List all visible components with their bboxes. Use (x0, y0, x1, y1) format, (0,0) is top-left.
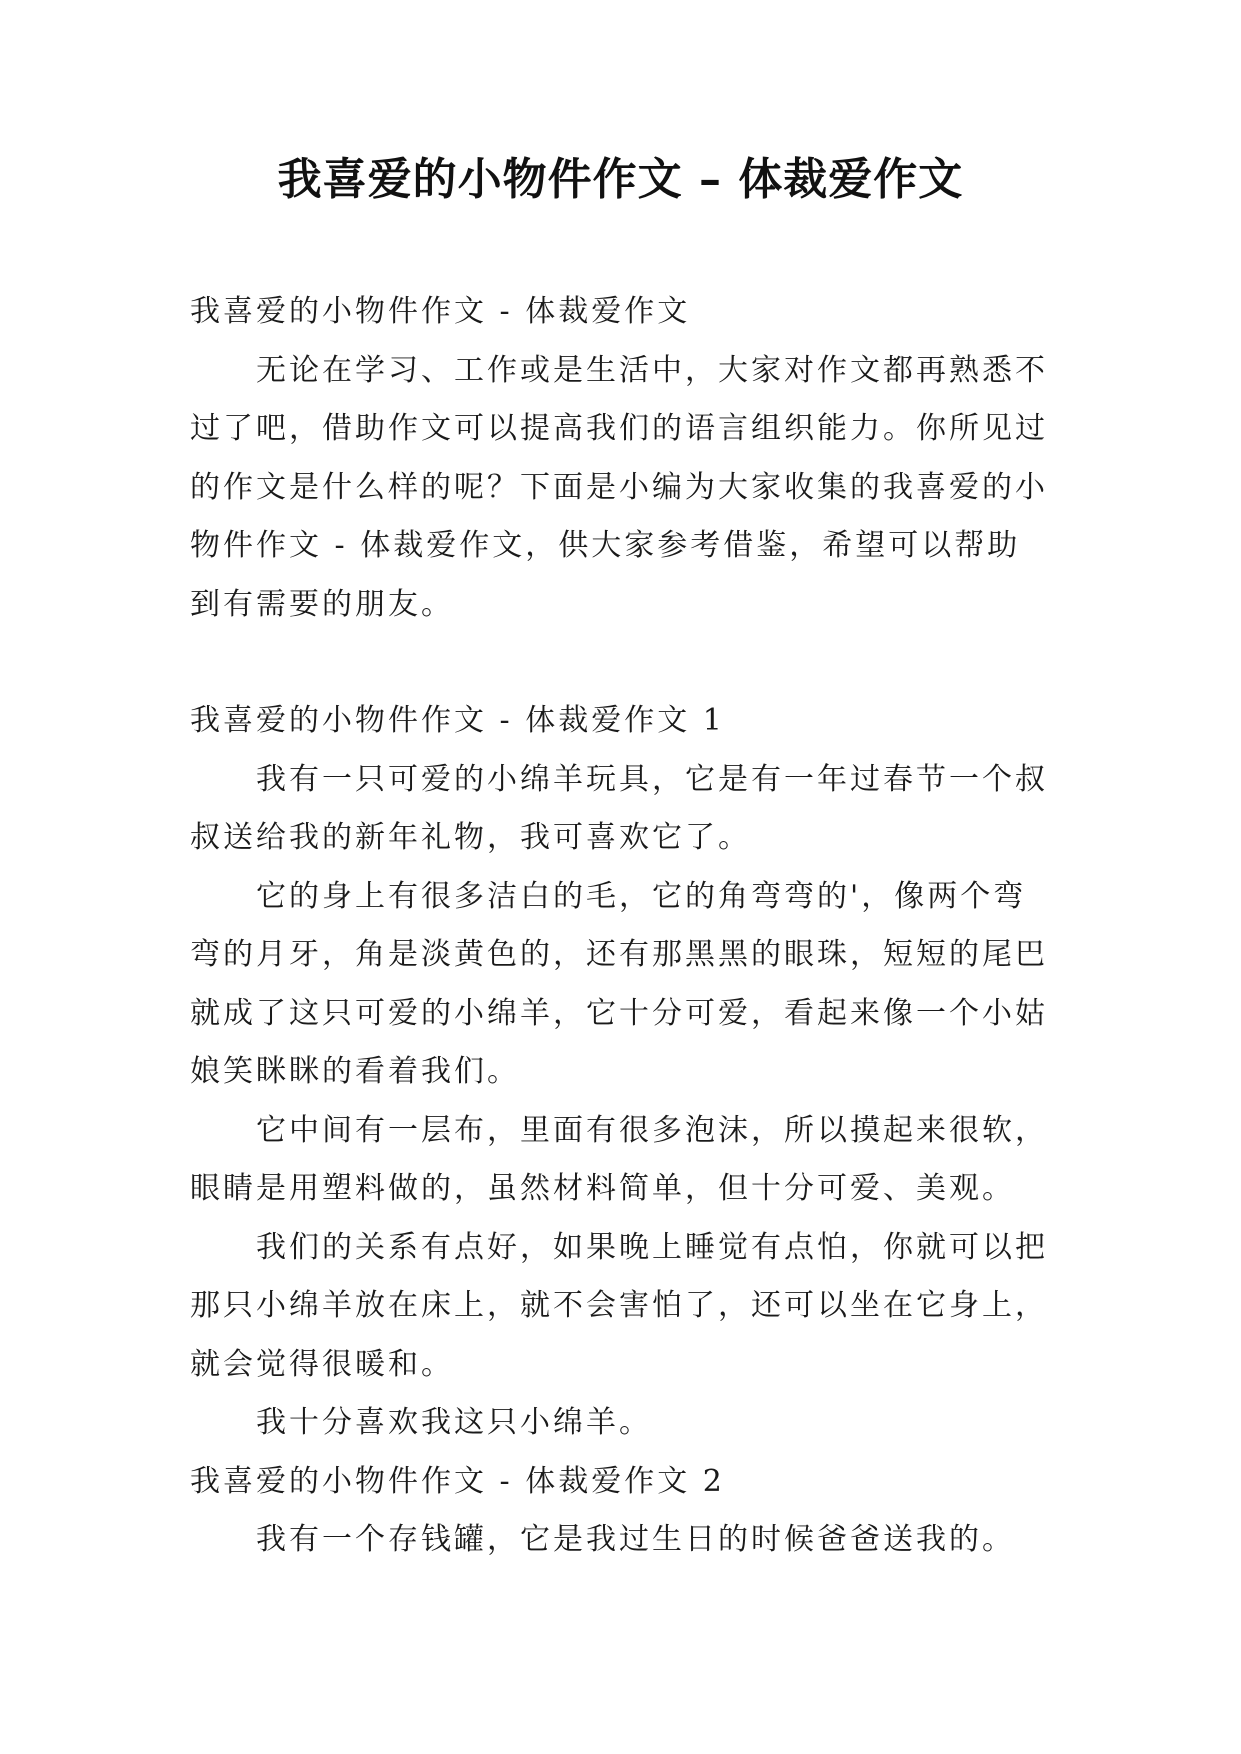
section-spacer (190, 634, 1052, 692)
section-1-heading: 我喜爱的小物件作文 - 体裁爱作文 1 (190, 703, 725, 738)
section-1-paragraph-4: 我们的关系有点好，如果晚上睡觉有点怕，你就可以把那只小绵羊放在床上，就不会害怕了，还可以坐在它身上，就会觉得很暖和。 (190, 1229, 1048, 1382)
page-title: 我喜爱的小物件作文 – 体裁爱作文 (277, 154, 964, 205)
section-1-paragraph-1: 我有一只可爱的小绵羊玩具，它是有一年过春节一个叔叔送给我的新年礼物，我可喜欢它了。 (190, 761, 1048, 855)
intro-paragraph: 无论在学习、工作或是生活中，大家对作文都再熟悉不过了吧，借助作文可以提高我们的语言组织能力。你所见过的作文是什么样的呢？下面是小编为大家收集的我喜爱的小物件作文 - 体裁爱作文，供大家参考借鉴，希望可以帮助到有需要的朋友。 (190, 352, 1048, 622)
section-2-heading: 我喜爱的小物件作文 - 体裁爱作文 2 (190, 1463, 725, 1499)
intro-heading: 我喜爱的小物件作文 - 体裁爱作文 (190, 294, 691, 329)
section-2-paragraph-1: 我有一个存钱罐，它是我过生日的时候爸爸送我的。 (256, 1522, 1015, 1557)
section-1-paragraph-5: 我十分喜欢我这只小绵羊。 (256, 1405, 652, 1440)
document-body (190, 283, 1052, 1570)
section-1-paragraph-3: 它中间有一层布，里面有很多泡沫，所以摸起来很软，眼睛是用塑料做的，虽然材料简单，但十分可爱、美观。 (190, 1112, 1048, 1206)
section-1-paragraph-2: 它的身上有很多洁白的毛，它的角弯弯的'，像两个弯弯的月牙，角是淡黄色的，还有那黑黑的眼珠，短短的尾巴就成了这只可爱的小绵羊，它十分可爱，看起来像一个小姑娘笑眯眯的看着我们。 (190, 878, 1048, 1089)
